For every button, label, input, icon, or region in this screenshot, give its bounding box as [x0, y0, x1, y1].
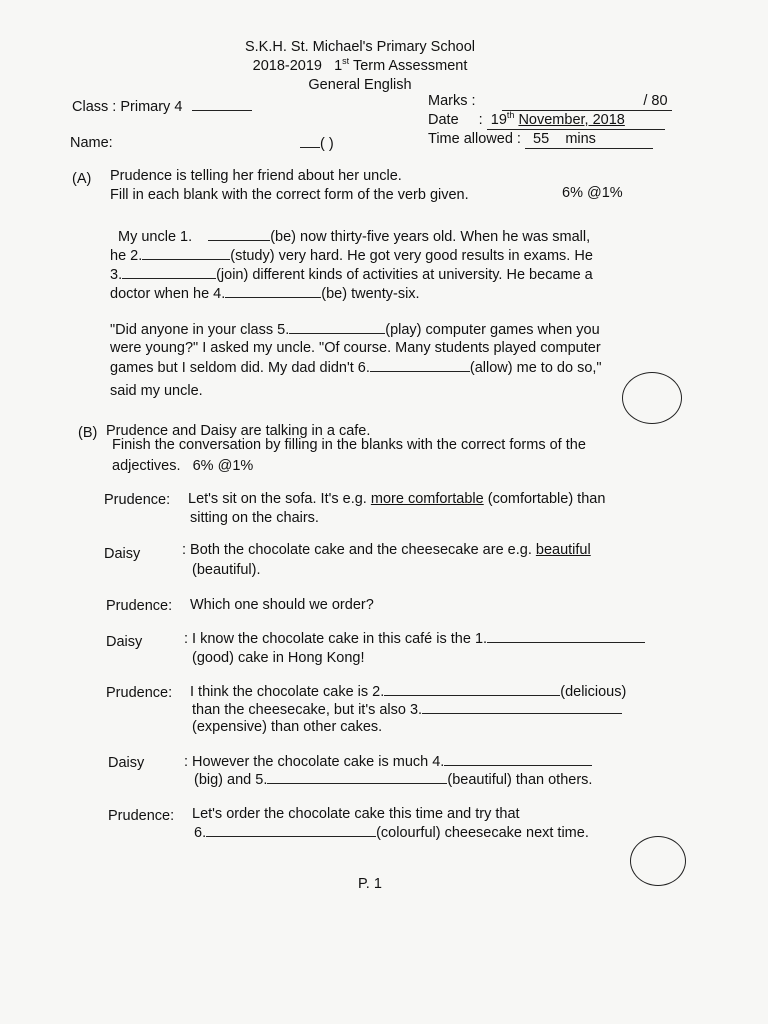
b-d2-text: : Both the chocolate cake and the cheesecake are e.g.: [182, 542, 532, 558]
term-title: [180, 57, 540, 75]
a-q6-prefix: games but I seldom did. My dad didn't 6.: [110, 360, 370, 376]
b-d1-line1: [188, 490, 605, 508]
a-para1-line4: [110, 284, 420, 303]
time-value: 55: [533, 131, 550, 147]
a-q1-blank[interactable]: [208, 227, 270, 241]
b-q2-suffix: (delicious): [560, 684, 627, 700]
date-day: 19: [490, 112, 507, 128]
a-q4-prefix: doctor when he 4.: [110, 286, 226, 302]
b-d3-line1: Which one should we order?: [190, 597, 374, 613]
b-q6-blank[interactable]: [206, 823, 376, 837]
b-d4-line1: [184, 629, 645, 648]
b-speaker-daisy-1: Daisy: [104, 546, 141, 562]
term-number: 1: [334, 58, 343, 74]
b-q5-blank[interactable]: [267, 770, 447, 784]
date-month-year: November, 2018: [518, 112, 625, 128]
a-q5-suffix: (play) computer games when you: [385, 322, 600, 338]
b-q3-blank[interactable]: [422, 700, 622, 714]
a-q3-suffix: (join) different kinds of activities at university. He became a: [216, 267, 593, 283]
subject-title: General English: [308, 77, 412, 93]
term-label: Term Assessment: [352, 58, 468, 74]
section-a-letter: (A): [72, 171, 92, 187]
a-q2-prefix: he 2.: [110, 248, 143, 264]
section-a-marks: 6% @1%: [562, 185, 623, 201]
b-speaker-prudence-4: Prudence:: [108, 808, 175, 824]
section-a-intro: Prudence is telling her friend about her uncle.: [110, 168, 402, 184]
marks-total: / 80: [643, 93, 668, 109]
date-ordinal: th: [506, 110, 515, 121]
b-q4-prefix: : However the chocolate cake is much 4.: [184, 754, 445, 770]
class-label: [72, 97, 252, 116]
section-b-marks: 6% @1%: [192, 458, 254, 474]
b-q2-prefix: I think the chocolate cake is 2.: [190, 684, 385, 700]
b-d1-text: Let's sit on the sofa. It's e.g.: [188, 491, 367, 507]
marks-field[interactable]: [502, 92, 672, 111]
b-speaker-prudence-2: Prudence:: [106, 598, 173, 614]
section-b-intro: Prudence and Daisy are talking in a cafe.: [106, 423, 371, 439]
b-speaker-prudence-1: Prudence:: [104, 492, 171, 508]
b-d6-line2: [194, 770, 592, 789]
b-d7-line2: [194, 823, 589, 842]
a-q6-blank[interactable]: [370, 358, 470, 372]
a-q1-prefix: My uncle 1.: [118, 229, 193, 245]
score-circle-a: [622, 372, 682, 424]
a-para2-line1: [110, 320, 600, 339]
term-ordinal: st: [342, 56, 350, 67]
b-example-answer-1: more comfortable: [370, 491, 484, 507]
marks-label: Marks :: [428, 93, 476, 109]
b-d4-line2: (good) cake in Hong Kong!: [192, 650, 365, 666]
b-q1-prefix: : I know the chocolate cake in this café is the 1.: [184, 631, 488, 647]
b-d7-line1: Let's order the chocolate cake this time and try that: [192, 806, 520, 822]
a-q1-suffix: (be) now thirty-five years old. When he was small,: [270, 229, 591, 245]
time-unit: mins: [565, 131, 596, 147]
date-field: [487, 111, 665, 130]
b-q6-suffix: (colourful) cheesecake next time.: [376, 825, 589, 841]
a-q4-suffix: (be) twenty-six.: [321, 286, 420, 302]
b-q6-prefix: 6.: [194, 825, 207, 841]
date-label: Date: [428, 112, 459, 128]
time-label: Time allowed :: [428, 131, 521, 147]
b-speaker-prudence-3: Prudence:: [106, 685, 173, 701]
a-para2-line2: were young?" I asked my uncle. "Of course. Many students played computer: [110, 340, 601, 356]
marks-row: [428, 92, 672, 111]
section-b-instruction2-text: adjectives.: [112, 458, 181, 474]
b-d5-line2: [192, 700, 622, 719]
page-number: P. 1: [358, 876, 382, 892]
b-q5-suffix: (beautiful) than others.: [447, 772, 593, 788]
b-d1-line2: sitting on the chairs.: [190, 510, 319, 526]
a-q4-blank[interactable]: [225, 284, 321, 298]
b-q3-prefix: than the cheesecake, but it's also 3.: [192, 702, 423, 718]
a-q6-suffix: (allow) me to do so,": [469, 360, 602, 376]
score-circle-b: [630, 836, 686, 886]
a-para2-line4: said my uncle.: [110, 383, 203, 399]
time-row: [428, 130, 653, 149]
a-q2-blank[interactable]: [142, 246, 230, 260]
a-para1-line1: [118, 227, 590, 246]
class-blank[interactable]: [192, 97, 252, 111]
b-d2-line2: (beautiful).: [192, 562, 261, 578]
b-q4-blank[interactable]: [444, 752, 592, 766]
section-b-letter: (B): [78, 425, 98, 441]
class-number-blank[interactable]: [300, 134, 320, 148]
a-q2-suffix: (study) very hard. He got very good results in exams. He: [230, 248, 593, 264]
b-d6-line1: [184, 752, 592, 771]
b-q1-blank[interactable]: [487, 629, 645, 643]
school-name: S.K.H. St. Michael's Primary School: [244, 39, 475, 55]
section-a-instruction: Fill in each blank with the correct form of the verb given.: [110, 187, 469, 203]
name-label: Name:: [70, 135, 113, 151]
a-para1-line3: [110, 265, 593, 284]
b-q2-blank[interactable]: [384, 682, 560, 696]
time-field: [525, 130, 653, 149]
a-q5-blank[interactable]: [289, 320, 385, 334]
a-q5-prefix: "Did anyone in your class 5.: [110, 322, 290, 338]
class-number-paren: ( ): [320, 136, 334, 152]
b-speaker-daisy-2: Daisy: [106, 634, 143, 650]
b-example-answer-2: beautiful: [535, 542, 591, 558]
b-d5-line3: (expensive) than other cakes.: [192, 719, 383, 735]
a-q3-blank[interactable]: [122, 265, 216, 279]
a-q3-prefix: 3.: [110, 267, 123, 283]
class-label-text: Class : Primary 4: [72, 99, 183, 115]
date-row: [428, 111, 665, 130]
class-number-field: [300, 134, 334, 153]
a-para1-line2: [110, 246, 593, 265]
section-b-instruction1: Finish the conversation by filling in the blanks with the correct forms of the: [112, 437, 586, 453]
a-para2-line3: [110, 358, 602, 377]
date-colon: :: [478, 112, 483, 128]
b-d1-text-b: (comfortable) than: [487, 491, 606, 507]
section-b-instruction2: [112, 457, 253, 475]
b-d5-line1: [190, 682, 626, 701]
b-d2-line1: [182, 541, 591, 559]
b-q5-prefix: (big) and 5.: [194, 772, 268, 788]
b-speaker-daisy-3: Daisy: [108, 755, 145, 771]
school-year: 2018-2019: [252, 58, 322, 74]
